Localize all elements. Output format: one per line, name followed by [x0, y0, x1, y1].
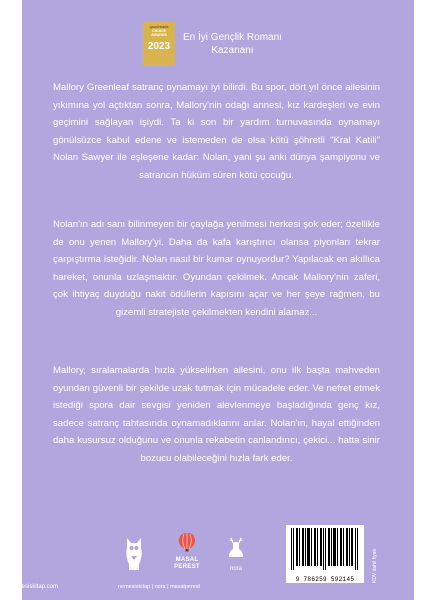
nemesis-owl-logo-icon: [123, 534, 145, 572]
masal-line1: MASAL: [175, 557, 199, 563]
badge-line1: CHOICE: [152, 29, 166, 33]
nora-logo: [221, 535, 251, 573]
goodreads-choice-badge: [143, 22, 175, 66]
award-badge: [143, 22, 295, 66]
award-caption-line2: Kazananı: [211, 45, 254, 56]
nora-deer-icon: [225, 535, 247, 561]
hot-air-balloon-icon: [177, 532, 197, 552]
award-caption-line1: En İyi Gençlik Romanı: [183, 32, 282, 43]
masal-line2: PEREST: [174, 564, 200, 570]
badge-year: 2023: [147, 40, 171, 52]
blurb-paragraph-3: Mallory, sıralamalarda hızla yükselirken ailesini, onu ilk başta mahveden oyundan güvenli bir şekilde uzak tutmak için mücadele eder. Ve nefret etmek istediği spora dair sevgisi yeniden alevlenmeye başladığında genç kız, sadece satranç tahtasında oynamadıklarını anlar. Nolan'ın, hayal ettiğinden daha kusursuz olduğunu ve onunla rekabetin canlandırıcı, çekici... hatta sinir bozucu olabileceğini hızla fark eder.: [53, 365, 380, 464]
price-note: KDV dahil fiyatı: [372, 548, 378, 583]
badge-brand: goodreads: [149, 24, 169, 29]
award-caption: [183, 31, 282, 57]
blurb-paragraph-2: Nolan'ın adı sanı bilinmeyen bir çaylağa yenilmesi herkesi şok eder; özellikle de onu yenen Mallory'yi. Daha da kafa karıştırıcı olansa piyonları tekrar çarpıştırma isteğidir. Nolan nasıl bir kumar oynuyordur? Yapılacak en akıllıca hareket, onunla uzlaşmaktır. Oyundan çekilmek. Ancak Mallory'nin zaferi, çok ihtiyaç duyduğu nakit ödüllerin kapısını açar ve her şeye rağmen, bu gizemli stratejiste çekilmekten kendini alamaz...: [53, 219, 380, 318]
isbn-number: 9 786259 592145: [295, 576, 355, 583]
nora-label: nora: [229, 566, 242, 572]
isbn-barcode: [286, 525, 364, 583]
back-cover: [22, 0, 414, 600]
website-url: nemesiskitap.com: [10, 584, 59, 590]
barcode-bars-icon: [290, 528, 360, 570]
blurb-paragraph-1: Mallory Greenleaf satranç oynamayı iyi bilirdi. Bu spor, dört yıl önce ailesinin yıkımına yol açtıktan sonra, Mallory'nin odağı annesi, kız kardeşleri ve evin geçimini sağlayan işiydi. Ta ki son bir yardım turnuvasında oynamayı gönülsüzce kabul edene ve istemeden de olsa kötü şöhretli "Kral Katili" Nolan Sawyer ile eşleşene kadar: Nolan, yani şu anki dünya şampiyonu ve satrancın hüküm süren kötü çocuğu.: [53, 82, 380, 181]
masal-perest-logo: [167, 532, 207, 572]
badge-line2: AWARDS: [151, 33, 167, 38]
social-handles: nemesiskitap | nora | masalperest: [118, 584, 201, 590]
